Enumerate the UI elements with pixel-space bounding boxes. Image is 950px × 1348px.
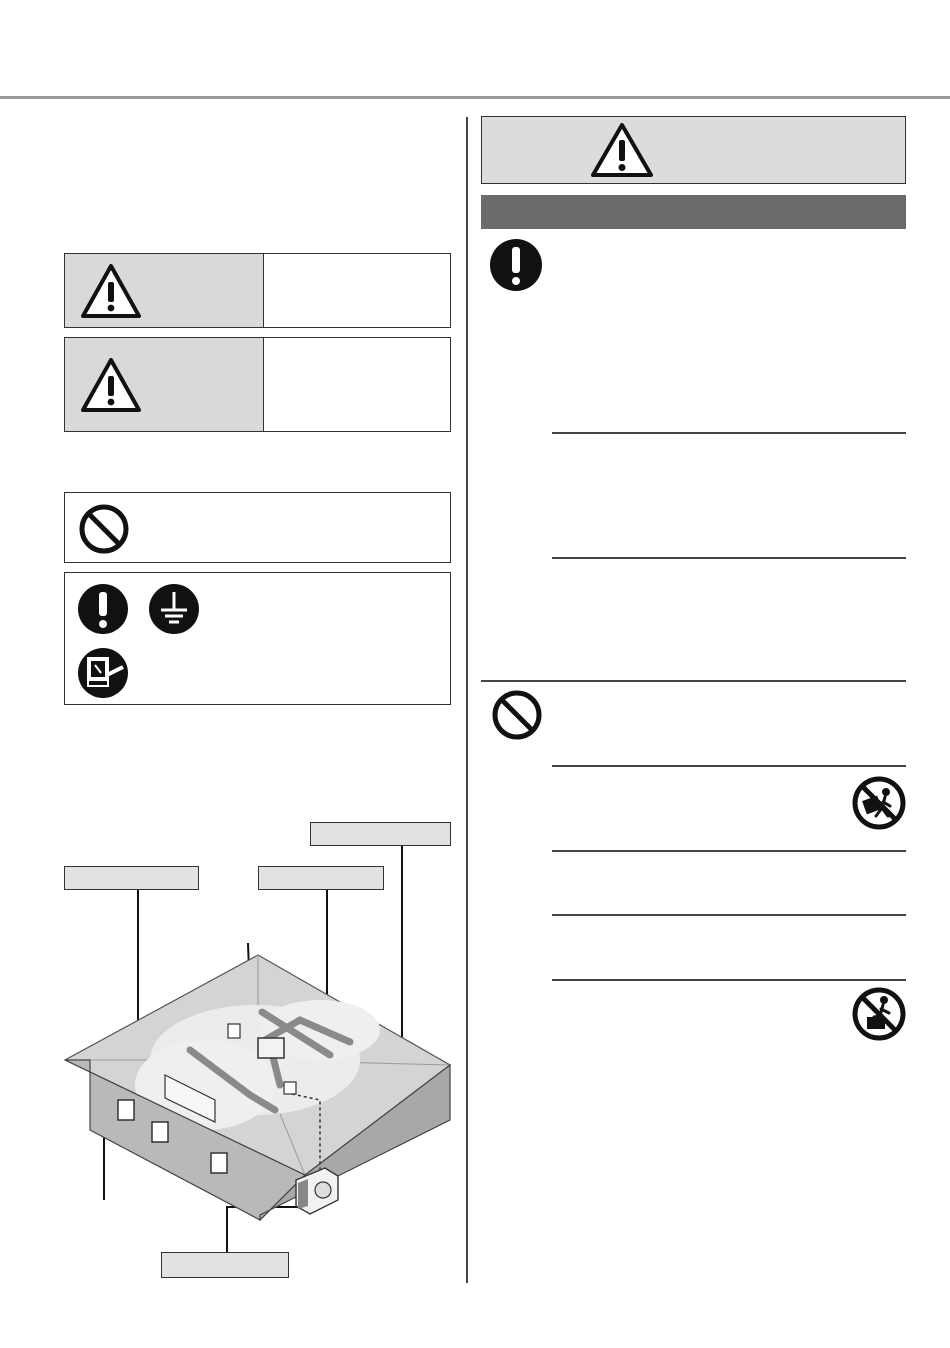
prohibited-symbol-box xyxy=(64,492,451,563)
unplug-icon xyxy=(77,647,129,699)
mandatory-symbols-box xyxy=(64,572,451,705)
controller xyxy=(228,1024,240,1038)
prohibition-icon xyxy=(491,689,543,741)
window xyxy=(152,1122,168,1142)
warning-level-box xyxy=(64,253,451,328)
item-divider xyxy=(552,914,906,916)
column-divider xyxy=(466,117,468,1283)
warning-header-box xyxy=(481,116,906,184)
earth-ground-icon xyxy=(148,583,200,635)
warning-triangle-icon xyxy=(79,262,143,320)
group-divider xyxy=(481,680,906,682)
caution-level-box xyxy=(64,337,451,432)
exclamation-circle-icon xyxy=(77,583,129,635)
item-divider xyxy=(552,850,906,852)
no-touch-icon xyxy=(852,776,906,830)
item-divider xyxy=(552,432,906,434)
item-divider xyxy=(552,765,906,767)
item-divider xyxy=(552,557,906,559)
item-divider xyxy=(552,979,906,981)
no-climb-icon xyxy=(852,987,906,1041)
prohibition-icon xyxy=(78,503,130,555)
indoor-unit xyxy=(258,1038,284,1058)
section-header-bar xyxy=(481,195,906,229)
header-rule xyxy=(0,96,950,99)
leader-line-bottom xyxy=(227,1207,310,1252)
window xyxy=(118,1100,134,1120)
caution-triangle-icon xyxy=(79,356,143,414)
sensor xyxy=(284,1082,296,1094)
exclamation-circle-icon xyxy=(489,238,543,292)
warning-triangle-icon xyxy=(589,121,655,179)
window xyxy=(211,1153,227,1173)
installation-diagram xyxy=(55,840,460,1260)
